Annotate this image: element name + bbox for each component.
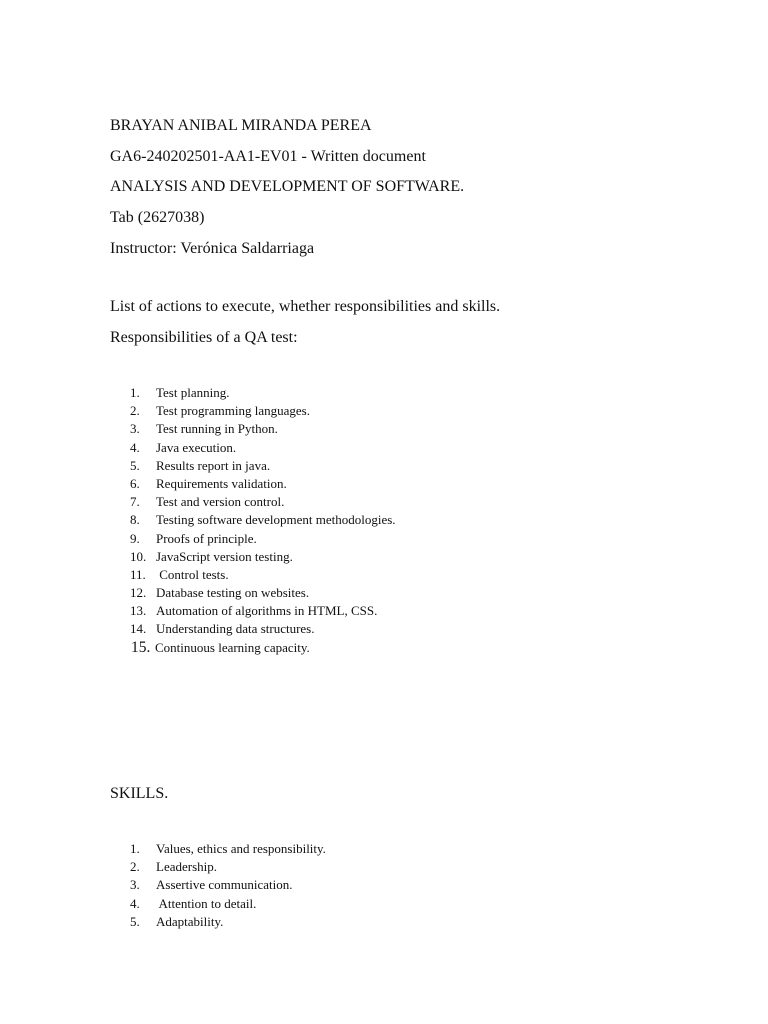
- list-item-number: 2.: [130, 859, 140, 875]
- list-item-text: JavaScript version testing.: [156, 548, 293, 564]
- list-item-number: 11.: [130, 566, 146, 582]
- list-item-text: Continuous learning capacity.: [155, 639, 310, 655]
- list-item-number: 1.: [130, 385, 140, 400]
- list-item-text: Test and version control.: [156, 494, 285, 510]
- list-item-text: Database testing on websites.: [156, 585, 310, 601]
- list-item-number: 13.: [130, 603, 147, 619]
- list-item-text: Control tests.: [156, 566, 229, 582]
- list-item-number: 10.: [130, 548, 147, 564]
- list-item-text: Test programming languages.: [156, 403, 310, 419]
- list-item-text: Test planning.: [156, 385, 230, 400]
- list-item-number: 9.: [130, 530, 140, 546]
- list-item-text: Assertive communication.: [156, 877, 293, 893]
- document-code: GA6-240202501-AA1-EV01 - Written document: [110, 148, 426, 165]
- list-title: List of actions to execute, whether responsibilities and skills.: [110, 298, 501, 315]
- tab-number: Tab (2627038): [110, 209, 205, 226]
- list-item-number: 12.: [130, 585, 147, 601]
- list-item-number: 1.: [130, 841, 140, 856]
- list-item-number: 2.: [130, 403, 140, 419]
- list-item-text: Automation of algorithms in HTML, CSS.: [156, 603, 378, 619]
- program-name: ANALYSIS AND DEVELOPMENT OF SOFTWARE.: [110, 178, 465, 195]
- list-item-number: 8.: [130, 512, 140, 528]
- list-item-number: 6.: [130, 475, 140, 491]
- list-item-number: 7.: [130, 494, 140, 510]
- list-item-text: Requirements validation.: [156, 475, 287, 491]
- skills-title: SKILLS.: [110, 785, 169, 802]
- list-item-number: 15.: [131, 638, 151, 656]
- list-item-number: 4.: [130, 439, 140, 455]
- author-name: BRAYAN ANIBAL MIRANDA PEREA: [110, 117, 372, 134]
- list-item-text: Testing software development methodologies.: [156, 512, 396, 528]
- list-item-number: 5.: [130, 913, 140, 929]
- instructor-name: Instructor: Verónica Saldarriaga: [110, 240, 315, 257]
- list-item-number: 5.: [130, 457, 140, 473]
- list-item-text: Results report in java.: [156, 457, 271, 473]
- list-item-text: Proofs of principle.: [156, 530, 257, 546]
- list-item-number: 3.: [130, 877, 140, 893]
- list-item-text: Test running in Python.: [156, 421, 278, 437]
- responsibilities-title: Responsibilities of a QA test:: [110, 329, 298, 346]
- list-item-text: Attention to detail.: [156, 895, 257, 911]
- list-item-text: Values, ethics and responsibility.: [156, 841, 326, 856]
- list-item-number: 14.: [130, 621, 147, 637]
- list-item-number: 4.: [130, 895, 140, 911]
- list-item-text: Leadership.: [156, 859, 218, 875]
- list-item-text: Java execution.: [156, 439, 237, 455]
- list-item-text: Understanding data structures.: [156, 621, 315, 637]
- list-item-number: 3.: [130, 421, 140, 437]
- list-item-text: Adaptability.: [156, 913, 224, 929]
